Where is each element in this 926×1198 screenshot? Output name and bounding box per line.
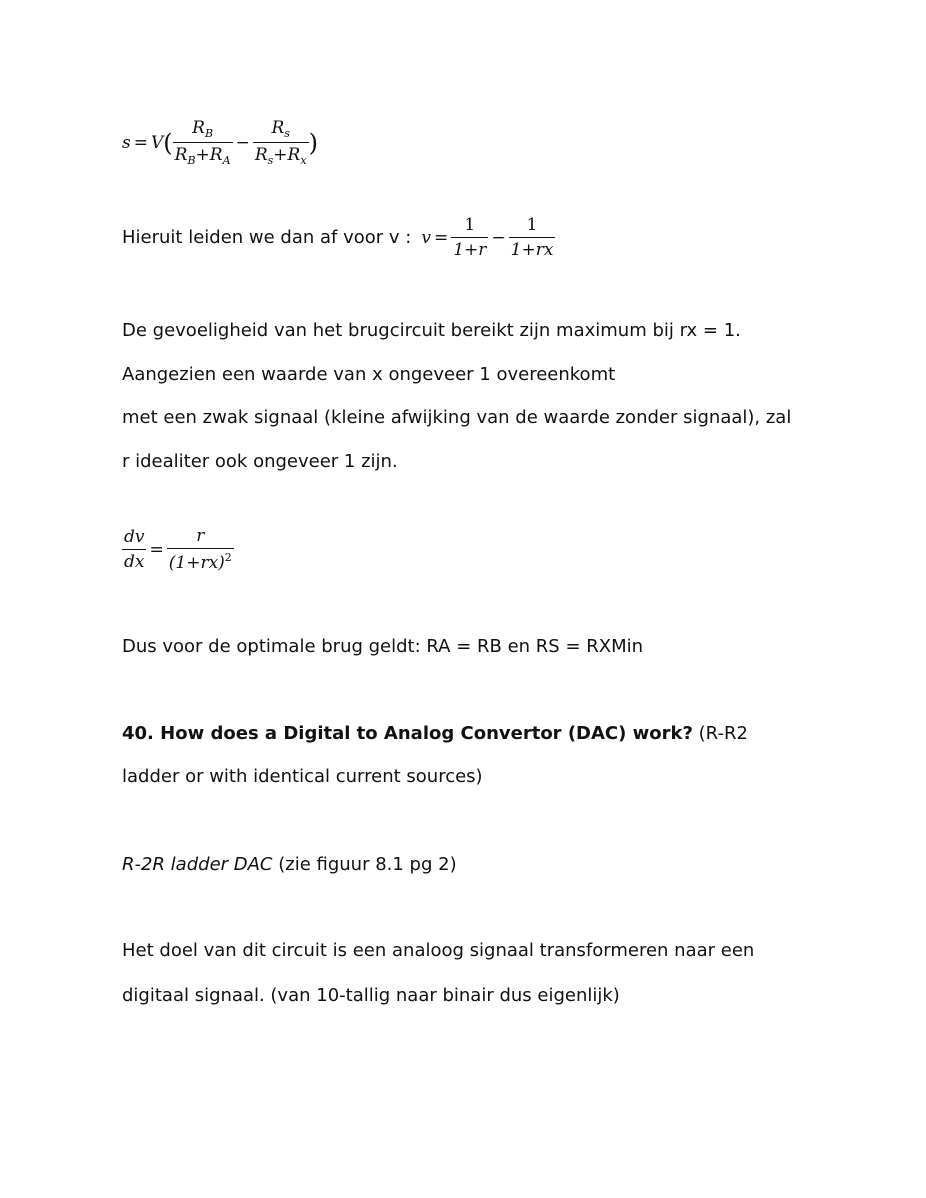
eq-v-fraction-2	[509, 215, 556, 260]
paragraph-2-line-1: Het doel van dit circuit is een analoog signaal transformeren naar een	[122, 940, 755, 961]
eq-s-lhs: s	[122, 132, 131, 153]
frac-num-sub: s	[284, 127, 290, 140]
optimal-bridge-text: Dus voor de optimale brug geldt: RA = RB en RS = RXMin	[122, 636, 644, 657]
frac-num: 1	[526, 215, 538, 235]
eq-s-minus: −	[235, 132, 250, 153]
question-40-rest: (R-R2	[692, 723, 748, 744]
eq-s-fraction-2	[253, 118, 309, 167]
equation-v	[421, 215, 555, 260]
paragraph-1-line-3: met een zwak signaal (kleine afwijking van de waarde zonder signaal), zal	[122, 407, 792, 428]
frac-den-plus: +	[273, 145, 288, 165]
frac-den-b-sub: A	[222, 154, 231, 167]
frac-den: 1+r	[451, 237, 488, 260]
ladder-title: R-2R ladder DAC	[122, 854, 273, 875]
eq-s-v: V	[150, 132, 164, 153]
frac-den-b: R	[209, 145, 223, 165]
frac-den-a-sub: s	[267, 154, 274, 167]
frac-den-b-sub: x	[300, 154, 307, 167]
frac-den-b: R	[287, 145, 301, 165]
paragraph-1-line-1: De gevoeligheid van het brugcircuit bereikt zijn maximum bij rx = 1.	[122, 320, 741, 341]
frac-den-plus: +	[195, 145, 210, 165]
eq-s-equals: =	[133, 132, 148, 153]
ladder-rest: (zie figuur 8.1 pg 2)	[272, 854, 457, 875]
ladder-reference	[122, 854, 457, 876]
line-v-text: Hieruit leiden we dan af voor v :	[122, 227, 412, 248]
question-40-title: 40. How does a Digital to Analog Convertor (DAC) work?	[122, 723, 693, 744]
eq-s-fraction-1	[173, 118, 233, 167]
eq-s-lparen: (	[163, 128, 173, 157]
eq-d-rhs-fraction	[167, 526, 234, 573]
frac-den-a: R	[254, 145, 268, 165]
frac-num: 1	[464, 215, 476, 235]
paragraph-1-line-4: r idealiter ook ongeveer 1 zijn.	[122, 451, 398, 472]
eq-v-lhs: v	[421, 227, 431, 248]
paragraph-2-line-2: digitaal signaal. (van 10-tallig naar binair dus eigenlijk)	[122, 985, 620, 1006]
eq-d-equals: =	[149, 539, 164, 560]
frac-den: 1+rx	[509, 237, 556, 260]
eq-v-equals: =	[433, 227, 449, 248]
equation-s	[122, 118, 318, 167]
frac-num: dv	[124, 527, 145, 547]
frac-den: dx	[122, 549, 146, 572]
eq-v-fraction-1	[451, 215, 488, 260]
frac-den-a-sub: B	[187, 154, 196, 167]
frac-num: r	[196, 526, 205, 546]
line-v-derivation	[122, 215, 555, 260]
frac-num: R	[271, 118, 285, 138]
paragraph-1-line-2: Aangezien een waarde van x ongeveer 1 overeenkomt	[122, 364, 616, 385]
frac-den: (1+rx)	[168, 553, 225, 573]
eq-d-lhs-fraction	[122, 527, 147, 572]
question-40	[122, 723, 748, 745]
frac-num: R	[192, 118, 205, 138]
eq-s-rparen: )	[308, 128, 318, 157]
frac-den-a: R	[174, 145, 188, 165]
eq-v-minus: −	[491, 227, 506, 248]
question-40-line-2: ladder or with identical current sources)	[122, 766, 483, 787]
frac-num-sub: B	[204, 127, 214, 140]
equation-derivative	[122, 526, 234, 573]
frac-den-sup: 2	[224, 551, 232, 564]
